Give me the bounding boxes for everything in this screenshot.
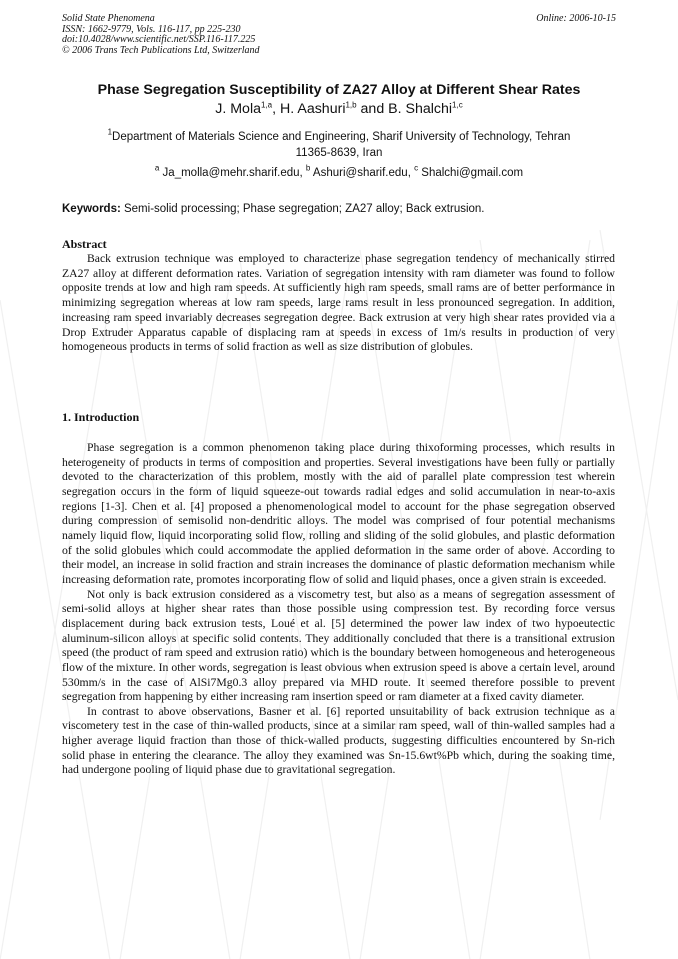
email-superscript: a — [154, 163, 160, 173]
email-superscript: c — [414, 163, 419, 173]
email-address[interactable]: Ashuri@sharif.edu, — [310, 167, 415, 179]
affiliation — [70, 127, 608, 161]
affiliation-line-1: $^1$Department of Materials Science and Engineering, Sharif University of Technology, Tehran — [107, 127, 571, 143]
journal-name: Solid State Phenomena — [62, 13, 155, 24]
author-superscript: 1,a — [261, 100, 273, 110]
issn-line: ISSN: 1662-9779, Vols. 116-117, pp 225-230 — [62, 23, 241, 35]
doi-line: doi:10.4028/www.scientific.net/SSP.116-117.225 — [62, 34, 256, 46]
email-address[interactable]: Ja_molla@mehr.sharif.edu, — [159, 167, 306, 179]
email-superscript: b — [305, 163, 311, 173]
author-superscript: 1,b — [345, 100, 357, 110]
abstract-heading: Abstract — [62, 237, 107, 251]
author-emails — [30, 163, 648, 181]
journal-header — [62, 14, 382, 56]
author-name: B. Shalchi — [388, 101, 453, 117]
author-list — [30, 101, 648, 118]
author-name: J. Mola — [215, 101, 261, 117]
author-name: H. Aashuri — [280, 101, 346, 117]
online-date: Online: 2006-10-15 — [536, 13, 616, 24]
body-paragraph: Not only is back extrusion considered as a viscometry test, but also as a means of segregation assessment of semi-solid alloys at higher shear rates than those possible using compression test. By recording force versus displacement during back extrusion tests, Loué et al. [5] determined the power law index of two hypoeutectic aluminum-silicon alloys at specific solid contents. They additionally concluded that there is a transitional extrusion speed (the product of ram speed and extrusion ratio) which is the boundary between homogeneous and heterogeneous flow of the mixture. In other words, segregation is least obvious when extrusion speed is above a certain level, around 530mm/s in the case of AlSi7Mg0.3 alloy prepared via MHD route. It seemed therefore possible to prevent segregation from happening by either increasing ram insertion speed or ram diameter at a fixed cavity diameter. — [62, 587, 615, 704]
affiliation-superscript: 1 — [107, 127, 113, 137]
keywords — [62, 202, 618, 217]
body-paragraph: In contrast to above observations, Basner et al. [6] reported unsuitability of back extrusion technique as a viscometery test in the case of thin-walled products, since at a similar ram speed, wall of thin-walled samples had a higher average liquid fraction than those of thick-walled products, suggesting difficulties encountered by Sn-rich solid phase in entering the clearance. The alloy they examined was Sn-15.6wt%Pb which, during the soaking time, had undergone pooling of liquid phase due to gravitational segregation. — [62, 704, 615, 777]
body-paragraph: Phase segregation is a common phenomenon taking place during thixoforming processes, which results in heterogeneity of products in terms of composition and properties. Several investigations have been fully or partially devoted to the characterization of this problem, mostly with the aid of parallel plate compression test wherein segregation occurs in the form of liquid squeeze-out towards radial edges and solid accumulation in near-to-axis regions [1-3]. Chen et al. [4] proposed a phenomenological model to account for the phase segregation observed during compression of semisolid non-dendritic alloys. The model was comprised of four potential mechanisms namely liquid flow, liquid incorporating solid flow, rolling and sliding of the solid globules, and plastic deformation of the solid globules which could accommodate the applied deformation in the same order of above. According to their model, an increase in solid fraction and strain increases the dominance of plastic deformation mechanism while increasing deformation rate, promotes incorporating flow of solid and liquid phases, once a given strain is exceeded. — [62, 441, 615, 586]
affiliation-line-2: 11365-8639, Iran — [295, 146, 383, 159]
author-separator: and — [356, 101, 389, 117]
email-address[interactable]: Shalchi@gmail.com — [418, 167, 524, 179]
keywords-text: Semi-solid processing; Phase segregation; ZA27 alloy; Back extrusion. — [120, 203, 485, 215]
abstract-text: Back extrusion technique was employed to characterize phase segregation tendency of mechanically stirred ZA27 alloy at different deformation rates. Variation of segregation intensity with ram diameter was found to follow opposite trends at low and high ram speeds. At sufficiently high ram speeds, small rams are of better performance in minimizing segregation whereas at low ram speeds, large rams result in less pronounced segregation. In addition, increasing ram speed invariably decreases segregation degree. Back extrusion at very high shear rates provided via a Drop Extruder Apparatus capable of displacing ram at speeds in excess of 1m/s results in production of very homogeneous products in terms of solid fraction as well as size distribution of globules. — [62, 252, 615, 354]
introduction-heading: 1. Introduction — [62, 410, 140, 424]
author-superscript: 1,c — [452, 100, 463, 110]
paper-title: Phase Segregation Susceptibility of ZA27 Alloy at Different Shear Rates — [97, 82, 581, 98]
copyright-line: © 2006 Trans Tech Publications Ltd, Switzerland — [62, 44, 260, 56]
author-separator: , — [272, 101, 281, 117]
keywords-label: Keywords: — [62, 203, 121, 215]
introduction-body — [62, 441, 615, 778]
